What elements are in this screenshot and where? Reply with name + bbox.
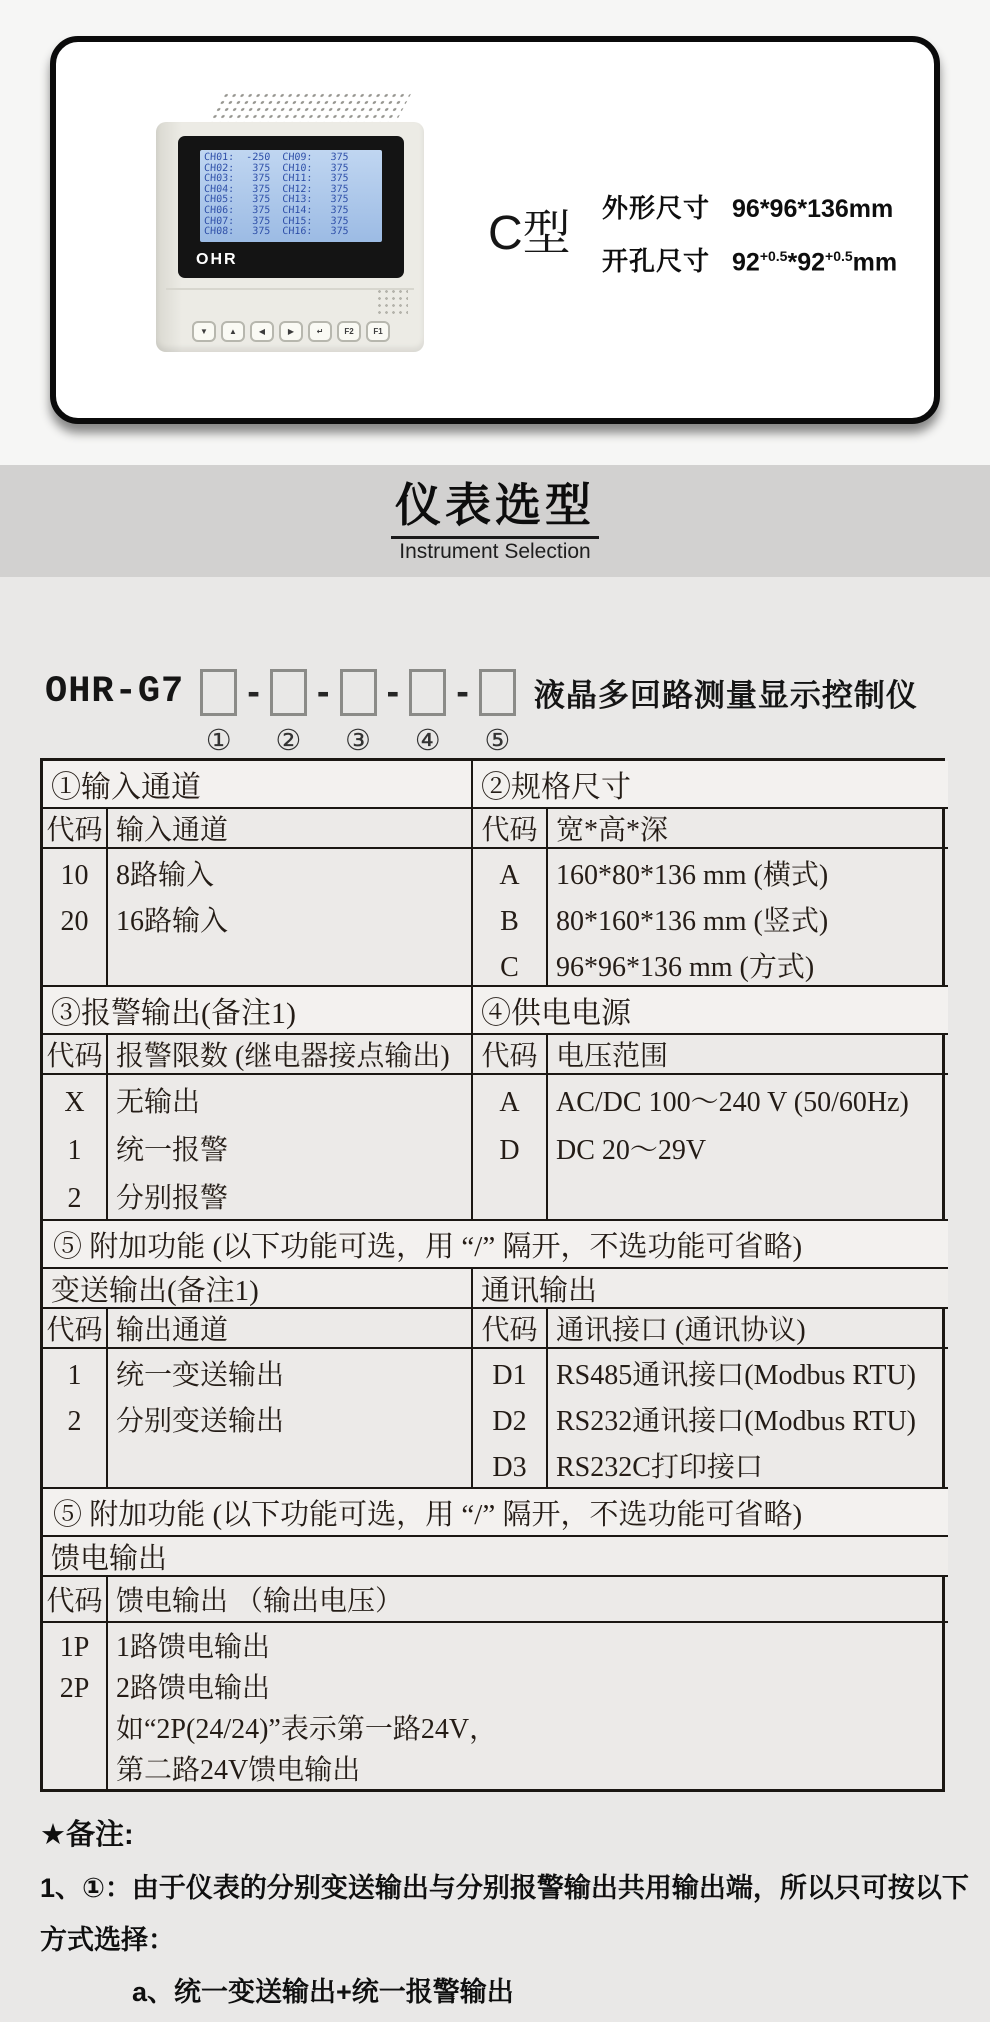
up-arrow-button: ▲: [221, 321, 245, 342]
device-vents: [208, 92, 412, 122]
model-prefix: OHR-G7: [45, 671, 185, 713]
down-arrow-button: ▼: [192, 321, 216, 342]
column-header: 通讯接口 (通讯协议): [548, 1309, 948, 1349]
note-heading: ★备注:: [40, 1819, 134, 1851]
table-cell-codes: X 1 2: [43, 1075, 108, 1221]
dash-separator: -: [316, 671, 330, 713]
page-title: 仪表选型: [391, 477, 599, 539]
table-cell-descs: 8路输入 16路输入: [108, 849, 473, 987]
subsection-title-cell: 变送输出(备注1): [43, 1269, 473, 1309]
model-slot-5: [479, 669, 516, 757]
column-header-code: 代码: [473, 1035, 548, 1075]
right-arrow-button: ▶: [279, 321, 303, 342]
lcd-line: CH01: -250 CH09: 375: [203, 152, 349, 163]
slot-number-5: ⑤: [484, 724, 511, 757]
slot-number-2: ②: [275, 724, 302, 757]
lcd-line: CH06: 375 CH14: 375: [203, 204, 349, 216]
table-cell-descs: 无输出 统一报警 分别报警: [108, 1075, 473, 1221]
cutout-dimension-row: [602, 241, 897, 278]
device-body: [156, 122, 424, 352]
lcd-line: CH07: 375 CH15: 375: [203, 215, 349, 227]
slot-number-4: ④: [414, 724, 441, 757]
model-type-label: C型: [488, 207, 571, 260]
table-cell-codes: A B C: [473, 849, 548, 987]
device-lcd-screen: [200, 150, 382, 242]
instrument-photo: [144, 90, 436, 356]
column-header-code: 代码: [473, 809, 548, 849]
device-button-row: [192, 321, 390, 342]
column-header: 报警限数 (继电器接点输出): [108, 1035, 473, 1075]
column-header-code: 代码: [43, 1577, 108, 1623]
page-subtitle: Instrument Selection: [399, 539, 591, 563]
lcd-line: CH03: 375 CH11: 375: [203, 173, 349, 185]
section-title-cell: ④供电电源: [473, 987, 948, 1035]
left-arrow-button: ◀: [250, 321, 274, 342]
column-header-code: 代码: [43, 1309, 108, 1349]
addon-banner: ⑤ 附加功能 (以下功能可选，用 “/” 隔开，不选功能可省略): [43, 1489, 948, 1537]
table-cell-codes: D1 D2 D3: [473, 1349, 548, 1489]
column-header: 输入通道: [108, 809, 473, 849]
dash-separator: -: [247, 671, 260, 713]
table-cell-descs: 1路馈电输出 2路馈电输出 如“2P(24/24)”表示第一路24V， 第二路24V馈电输出: [116, 1632, 498, 1786]
device-speaker-dots: [376, 288, 408, 314]
note-line-2: 方式选择：: [40, 1925, 175, 1955]
lcd-line: CH08: 375 CH16: 375: [203, 226, 349, 238]
enter-button: ↵: [308, 321, 332, 342]
dash-separator: -: [386, 671, 400, 713]
table-cell-descs: 统一变送输出 分别变送输出: [108, 1349, 473, 1489]
selection-table: [40, 758, 945, 1792]
slot-number-1: ①: [205, 724, 232, 757]
table-cell-codes: 1 2: [43, 1349, 108, 1489]
brand-logo: OHR: [196, 251, 238, 268]
addon-banner: ⑤ 附加功能 (以下功能可选，用 “/” 隔开，不选功能可省略): [43, 1221, 948, 1269]
section-title-cell: ①输入通道: [43, 761, 473, 809]
dash-separator: -: [456, 671, 469, 713]
dimension-specs: [602, 188, 897, 294]
model-slot-2: [270, 669, 307, 757]
section-title-cell: ③报警输出(备注1): [43, 987, 473, 1035]
slot-number-3: ③: [345, 724, 372, 757]
model-slot-4: [409, 669, 446, 757]
subsection-title-cell: 馈电输出: [43, 1537, 948, 1577]
table-cell-descs: AC/DC 100～240 V (50/60Hz) DC 20～29V: [548, 1075, 948, 1221]
model-code-diagram: [45, 666, 918, 757]
device-bezel: [178, 136, 404, 278]
lcd-line: CH04: 375 CH12: 375: [203, 183, 349, 195]
model-description: 液晶多回路测量显示控制仪: [533, 677, 918, 713]
column-header: 宽*高*深: [548, 809, 948, 849]
column-header: 输出通道: [108, 1309, 473, 1349]
model-slot-1: [200, 669, 237, 757]
footnotes: [40, 1812, 969, 2022]
note-line-1: 1、①：由于仪表的分别变送输出与分别报警输出共用输出端，所以只可按以下: [40, 1873, 969, 1903]
cutout-dimension-value: $92^{+0.5}*92^{+0.5}mm$: [732, 247, 898, 276]
model-slot-3: [340, 669, 377, 757]
column-header: 电压范围: [548, 1035, 948, 1075]
section-title-cell: ②规格尺寸: [473, 761, 948, 809]
table-cell-descs: 160*80*136 mm (横式) 80*160*136 mm (竖式) 96*96*136 mm (方式): [548, 849, 948, 987]
column-header-code: 代码: [43, 809, 108, 849]
note-line-3: a、统一变送输出+统一报警输出: [132, 1977, 514, 2007]
subsection-title-cell: 通讯输出: [473, 1269, 948, 1309]
table-cell-codes: 1P 2P: [43, 1623, 108, 1789]
outline-dimension-row: [602, 188, 897, 225]
table-cell-descs: RS485通讯接口(Modbus RTU) RS232通讯接口(Modbus RTU) RS232C打印接口: [548, 1349, 948, 1489]
column-header-code: 代码: [473, 1309, 548, 1349]
table-cell-codes: 10 20: [43, 849, 108, 987]
f1-button: F1: [366, 321, 390, 342]
section-title-band: [0, 465, 990, 577]
table-cell-codes: A D: [473, 1075, 548, 1221]
lcd-line: CH05: 375 CH13: 375: [203, 194, 349, 206]
product-card: [50, 36, 940, 424]
column-header: 馈电输出 （输出电压）: [108, 1577, 948, 1623]
cutout-dimension-label: 开孔尺寸: [602, 246, 711, 276]
outline-dimension-label: 外形尺寸: [602, 193, 711, 223]
column-header-code: 代码: [43, 1035, 108, 1075]
outline-dimension-value: 96*96*136mm: [732, 195, 894, 223]
f2-button: F2: [337, 321, 361, 342]
lcd-line: CH02: 375 CH10: 375: [203, 162, 349, 174]
